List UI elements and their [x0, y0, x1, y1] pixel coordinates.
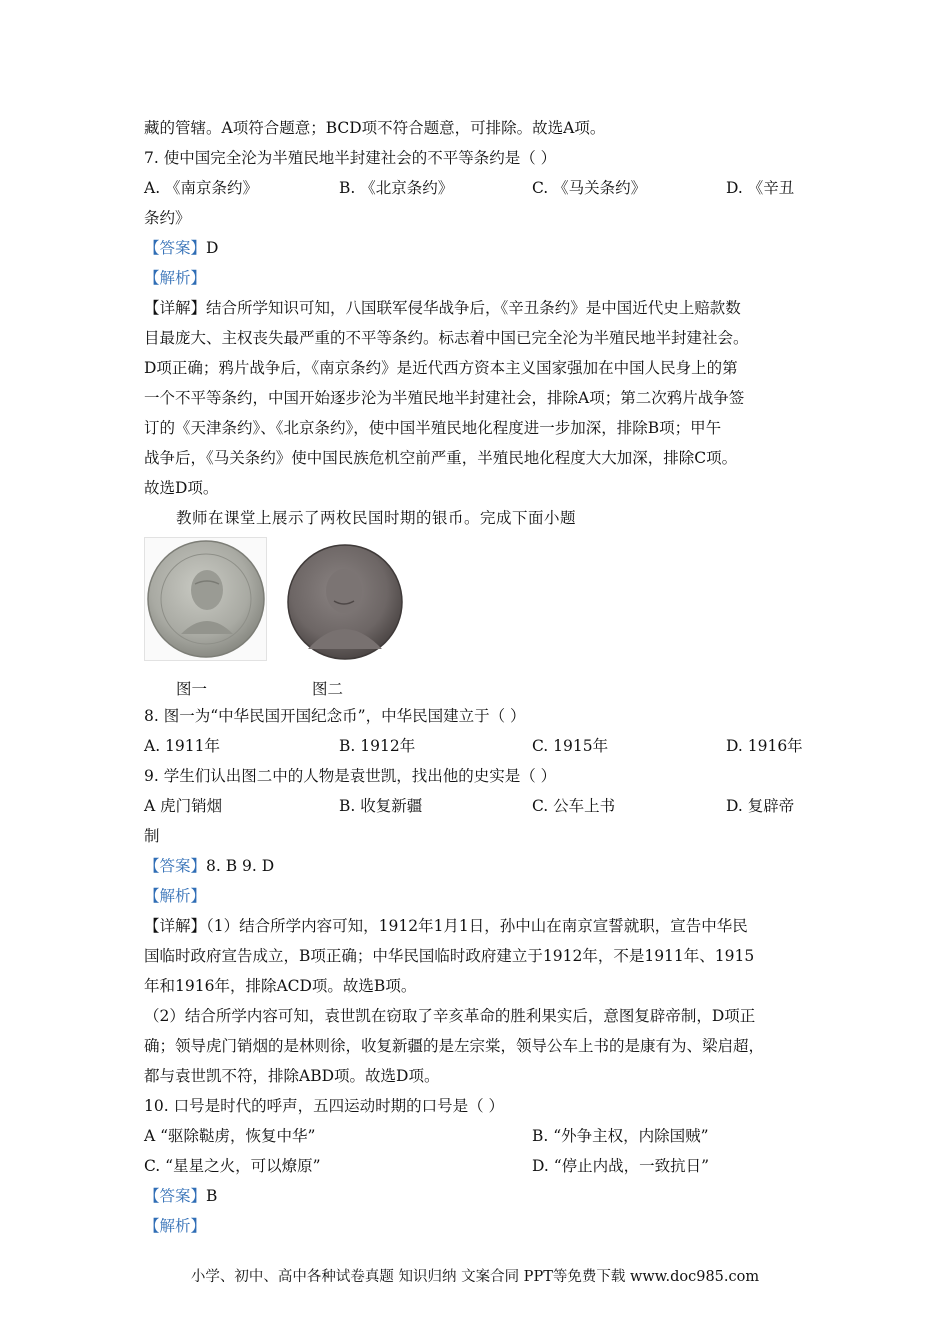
analysis-tag-10: 【解析】 — [144, 1217, 207, 1235]
explanation-line: 目最庞大、主权丧失最严重的不平等条约。标志着中国已完全沦为半殖民地半封建社会。 — [144, 329, 749, 347]
explanation-line: 订的《天津条约》、《北京条约》，使中国半殖民地化程度进一步加深，排除B项；甲午 — [144, 419, 722, 437]
question-9-options — [144, 791, 809, 821]
question-8: 8. 图一为“中华民国开国纪念币”，中华民国建立于（ ） — [144, 707, 526, 725]
answer-value: B — [206, 1187, 218, 1205]
explanation-line: D项正确；鸦片战争后，《南京条约》是近代西方资本主义国家强加在中国人民身上的第 — [144, 359, 738, 377]
page-footer: 小学、初中、高中各种试卷真题 知识归纳 文案合同 PPT等免费下载 www.doc985.com — [190, 1269, 760, 1285]
option-a: A 虎门销烟 — [144, 797, 223, 815]
answer-tag: 【答案】 — [144, 857, 207, 875]
explanation-7 — [144, 293, 809, 503]
option-c: C. 1915年 — [532, 737, 609, 755]
option-d-wrap: 制 — [144, 827, 160, 845]
option-c: C. 公车上书 — [532, 797, 616, 815]
answer-tag: 【答案】 — [144, 239, 207, 257]
option-d: D. 《辛丑 — [726, 179, 795, 197]
question-10: 10. 口号是时代的呼声，五四运动时期的口号是（ ） — [144, 1097, 505, 1115]
coin-image-2 — [286, 543, 404, 661]
question-10-options-row-2 — [144, 1151, 809, 1181]
option-d: D. “停止内战，一致抗日” — [532, 1157, 710, 1175]
explanation-line: 都与袁世凯不符，排除ABD项。故选D项。 — [144, 1067, 440, 1085]
option-d-wrap: 条约》 — [144, 209, 191, 227]
coin-image-1 — [144, 537, 267, 661]
figure-captions — [144, 677, 809, 701]
option-c: C. 《马关条约》 — [532, 179, 647, 197]
explanation-line: （2）结合所学内容可知，袁世凯在窃取了辛亥革命的胜利果实后，意图复辟帝制，D项正 — [144, 1007, 756, 1025]
explanation-line: （1）结合所学内容可知，1912年1月1日，孙中山在南京宣誓就职，宣告中华民 — [206, 917, 748, 935]
explanation-line: 确；领导虎门销烟的是林则徐，收复新疆的是左宗棠，领导公车上书的是康有为、梁启超， — [144, 1037, 765, 1055]
answer-tag: 【答案】 — [144, 1187, 207, 1205]
answer-10 — [144, 1181, 809, 1211]
explanation-line: 故选D项。 — [144, 479, 219, 497]
figure-1-caption: 图一 — [176, 680, 208, 698]
coin-1-illustration — [145, 538, 266, 660]
option-c: C. “星星之火，可以燎原” — [144, 1157, 321, 1175]
explanation-line: 一个不平等条约，中国开始逐步沦为半殖民地半封建社会，排除A项；第二次鸦片战争签 — [144, 389, 745, 407]
explanation-line: 战争后，《马关条约》使中国民族危机空前严重，半殖民地化程度大大加深，排除C项。 — [144, 449, 738, 467]
material-intro: 教师在课堂上展示了两枚民国时期的银币。完成下面小题 — [176, 509, 577, 527]
answer-value: 8. B 9. D — [206, 857, 275, 875]
option-a: A “驱除鞑虏，恢复中华” — [144, 1127, 316, 1145]
option-b: B. “外争主权，内除国贼” — [532, 1127, 709, 1145]
option-a: A. 1911年 — [144, 737, 220, 755]
answer-value: D — [206, 239, 219, 257]
question-7-options — [144, 173, 809, 203]
explanation-tag: 【详解】 — [144, 299, 207, 317]
option-d: D. 1916年 — [726, 737, 803, 755]
option-d: D. 复辟帝 — [726, 797, 795, 815]
document-body — [144, 113, 809, 1241]
question-7: 7. 使中国完全沦为半殖民地半封建社会的不平等条约是（ ） — [144, 149, 557, 167]
explanation-line: 结合所学知识可知，八国联军侵华战争后，《辛丑条约》是中国近代史上赔款数 — [206, 299, 741, 317]
explanation-line: 国临时政府宣告成立，B项正确；中华民国临时政府建立于1912年，不是1911年、1915 — [144, 947, 755, 965]
option-a: A. 《南京条约》 — [144, 179, 259, 197]
coin-2-illustration — [286, 543, 404, 661]
coin-figures — [144, 537, 809, 677]
explanation-tag: 【详解】 — [144, 917, 207, 935]
question-9: 9. 学生们认出图二中的人物是袁世凯，找出他的史实是（ ） — [144, 767, 557, 785]
figure-2-caption: 图二 — [312, 680, 344, 698]
answer-8-9 — [144, 851, 809, 881]
answer-7 — [144, 233, 809, 263]
carry-over-line: 藏的管辖。A项符合题意；BCD项不符合题意，可排除。故选A项。 — [144, 119, 606, 137]
option-b: B. 收复新疆 — [339, 797, 423, 815]
question-8-options — [144, 731, 809, 761]
option-b: B. 1912年 — [339, 737, 416, 755]
explanation-8-9 — [144, 911, 809, 1091]
question-10-options-row-1 — [144, 1121, 809, 1151]
option-b: B. 《北京条约》 — [339, 179, 454, 197]
analysis-tag-7: 【解析】 — [144, 269, 207, 287]
explanation-line: 年和1916年，排除ACD项。故选B项。 — [144, 977, 417, 995]
analysis-tag-8-9: 【解析】 — [144, 887, 207, 905]
